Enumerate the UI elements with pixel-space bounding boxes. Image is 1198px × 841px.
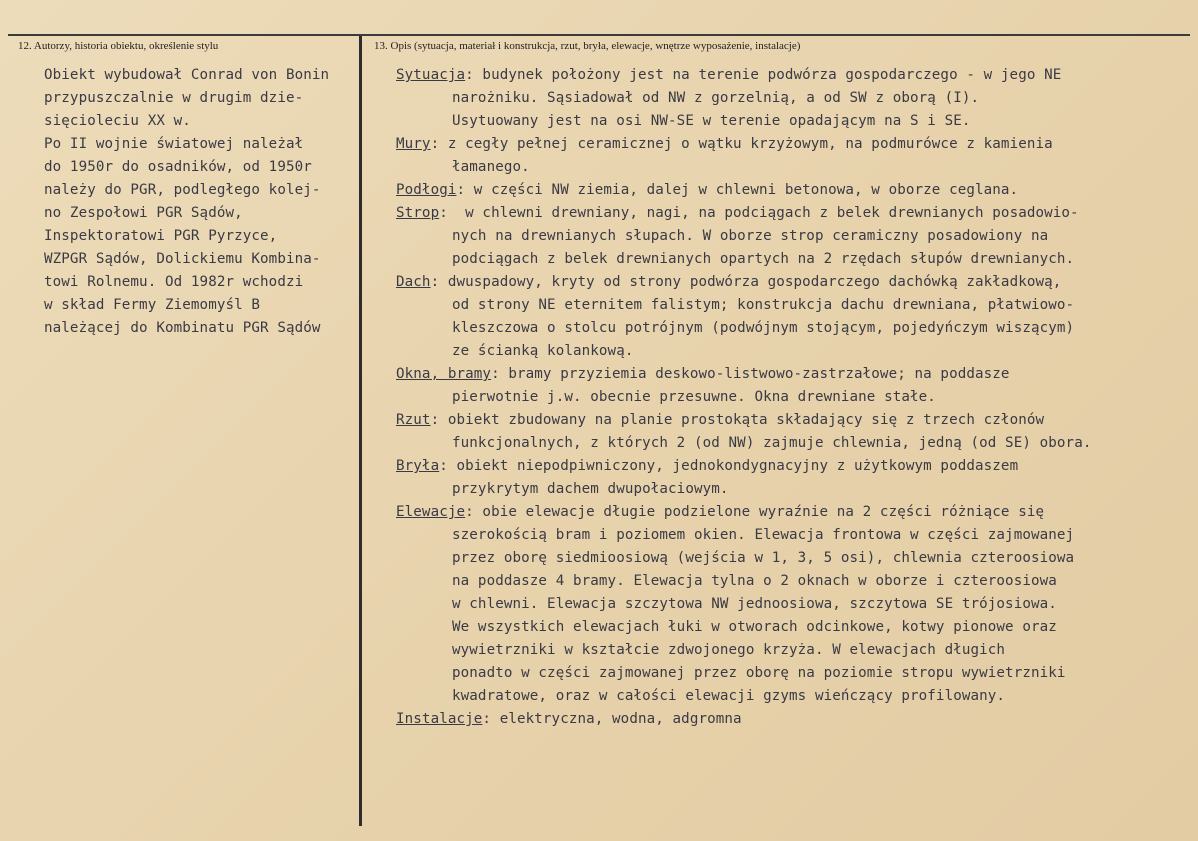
- description-text: wywietrzniki w kształcie zdwojonego krzyża. W elewacjach długich: [452, 642, 1006, 658]
- section-label: Bryła: [396, 458, 440, 474]
- section-12-header: 12. Autorzy, historia obiektu, określenie stylu: [18, 40, 219, 52]
- description-text: kleszczowa o stolcu potrójnym (podwójnym stojącym, pojedyńczym wiszącym): [452, 320, 1075, 336]
- history-line: należy do PGR, podległego kolej-: [44, 182, 321, 198]
- description-text: : bramy przyziemia deskowo-listwowo-zastrzałowe; na poddasze: [491, 366, 1010, 382]
- description-text: pierwotnie j.w. obecnie przesuwne. Okna drewniane stałe.: [452, 389, 936, 405]
- description-text: w chlewni. Elewacja szczytowa NW jednoosiowa, szczytowa SE trójosiowa.: [452, 596, 1057, 612]
- description-line: [396, 225, 1091, 248]
- description-column: [396, 64, 1091, 731]
- description-line: [396, 478, 1091, 501]
- description-text: podciągach z belek drewnianych opartych na 2 rzędach słupów drewnianych.: [452, 251, 1075, 267]
- description-line: [396, 340, 1091, 363]
- description-text: : budynek położony jest na terenie podwórza gospodarczego - w jego NE: [465, 67, 1062, 83]
- history-line: Po II wojnie światowej należał: [44, 136, 304, 152]
- description-text: funkcjonalnych, z których 2 (od NW) zajmuje chlewnia, jedną (od SE) obora.: [452, 435, 1092, 451]
- history-line: WZPGR Sądów, Dolickiemu Kombina-: [44, 251, 321, 267]
- history-line: Inspektoratowi PGR Pyrzyce,: [44, 228, 278, 244]
- description-text: : obiekt niepodpiwniczony, jednokondygnacyjny z użytkowym poddaszem: [439, 458, 1019, 474]
- description-line: [396, 156, 1091, 179]
- description-line: [396, 248, 1091, 271]
- description-line: [396, 64, 1091, 87]
- description-text: ze ścianką kolankową.: [452, 343, 634, 359]
- description-text: : obiekt zbudowany na planie prostokąta składający się z trzech członów: [430, 412, 1045, 428]
- description-text: od strony NE eternitem falistym; konstrukcja dachu drewniana, płatwiowo-: [452, 297, 1075, 313]
- section-label: Okna, bramy: [396, 366, 492, 382]
- column-divider: [359, 36, 362, 826]
- description-text: przez oborę siedmioosiową (wejścia w 1, 3, 5 osi), chlewnia czteroosiowa: [452, 550, 1075, 566]
- description-line: [396, 87, 1091, 110]
- description-line: [396, 294, 1091, 317]
- description-line: [396, 110, 1091, 133]
- section-label: Mury: [396, 136, 431, 152]
- description-text: nych na drewnianych słupach. W oborze strop ceramiczny posadowiony na: [452, 228, 1049, 244]
- description-line: [396, 202, 1091, 225]
- description-text: Usytuowany jest na osi NW-SE w terenie opadającym na S i SE.: [452, 113, 971, 129]
- history-line: należącej do Kombinatu PGR Sądów: [44, 320, 321, 336]
- description-text: kwadratowe, oraz w całości elewacji gzyms wieńczący profilowany.: [452, 688, 1006, 704]
- description-text: : z cegły pełnej ceramicznej o wątku krzyżowym, na podmurówce z kamienia: [430, 136, 1053, 152]
- description-line: [396, 593, 1091, 616]
- description-text: : dwuspadowy, kryty od strony podwórza gospodarczego dachówką zakładkową,: [430, 274, 1062, 290]
- description-text: łamanego.: [452, 159, 530, 175]
- description-text: : w części NW ziemia, dalej w chlewni betonowa, w oborze ceglana.: [456, 182, 1019, 198]
- history-line: Obiekt wybudował Conrad von Bonin: [44, 67, 330, 83]
- description-text: : w chlewni drewniany, nagi, na podciągach z belek drewnianych posadowio-: [439, 205, 1079, 221]
- description-text: ponadto w części zajmowanej przez oborę na poziomie stropu wywietrzniki: [452, 665, 1066, 681]
- history-line: sięcioleciu XX w.: [44, 113, 191, 129]
- description-line: [396, 133, 1091, 156]
- description-line: [396, 501, 1091, 524]
- description-line: [396, 708, 1091, 731]
- description-text: narożniku. Sąsiadował od NW z gorzelnią, a od SW z oborą (I).: [452, 90, 980, 106]
- description-text: przykrytym dachem dwupołaciowym.: [452, 481, 729, 497]
- section-label: Instalacje: [396, 711, 483, 727]
- description-line: [396, 639, 1091, 662]
- description-text: : elektryczna, wodna, adgromna: [482, 711, 742, 727]
- description-line: [396, 409, 1091, 432]
- description-line: [396, 524, 1091, 547]
- section-label: Elewacje: [396, 504, 466, 520]
- section-label: Rzut: [396, 412, 431, 428]
- description-line: [396, 685, 1091, 708]
- description-text: na poddasze 4 bramy. Elewacja tylna o 2 oknach w oborze i czteroosiowa: [452, 573, 1057, 589]
- section-label: Dach: [396, 274, 431, 290]
- description-line: [396, 547, 1091, 570]
- description-line: [396, 570, 1091, 593]
- history-line: przypuszczalnie w drugim dzie-: [44, 90, 304, 106]
- history-line: w skład Fermy Ziemomyśl B: [44, 297, 261, 313]
- section-13-header: 13. Opis (sytuacja, materiał i konstrukcja, rzut, bryła, elewacje, wnętrze wyposażenie, instalacje): [374, 40, 801, 52]
- history-line: towi Rolnemu. Od 1982r wchodzi: [44, 274, 304, 290]
- description-line: [396, 662, 1091, 685]
- description-line: [396, 432, 1091, 455]
- description-text: : obie elewacje długie podzielone wyraźnie na 2 części różniące się: [465, 504, 1045, 520]
- description-line: [396, 386, 1091, 409]
- history-line: do 1950r do osadników, od 1950r: [44, 159, 312, 175]
- section-label: Sytuacja: [396, 67, 466, 83]
- description-line: [396, 616, 1091, 639]
- description-line: [396, 271, 1091, 294]
- description-line: [396, 179, 1091, 202]
- history-column: [44, 64, 329, 340]
- top-rule: [8, 34, 1190, 36]
- description-text: We wszystkich elewacjach łuki w otworach odcinkowe, kotwy pionowe oraz: [452, 619, 1057, 635]
- description-line: [396, 317, 1091, 340]
- description-text: szerokością bram i poziomem okien. Elewacja frontowa w części zajmowanej: [452, 527, 1075, 543]
- description-line: [396, 363, 1091, 386]
- history-line: no Zespołowi PGR Sądów,: [44, 205, 243, 221]
- section-label: Strop: [396, 205, 440, 221]
- section-label: Podłogi: [396, 182, 457, 198]
- description-line: [396, 455, 1091, 478]
